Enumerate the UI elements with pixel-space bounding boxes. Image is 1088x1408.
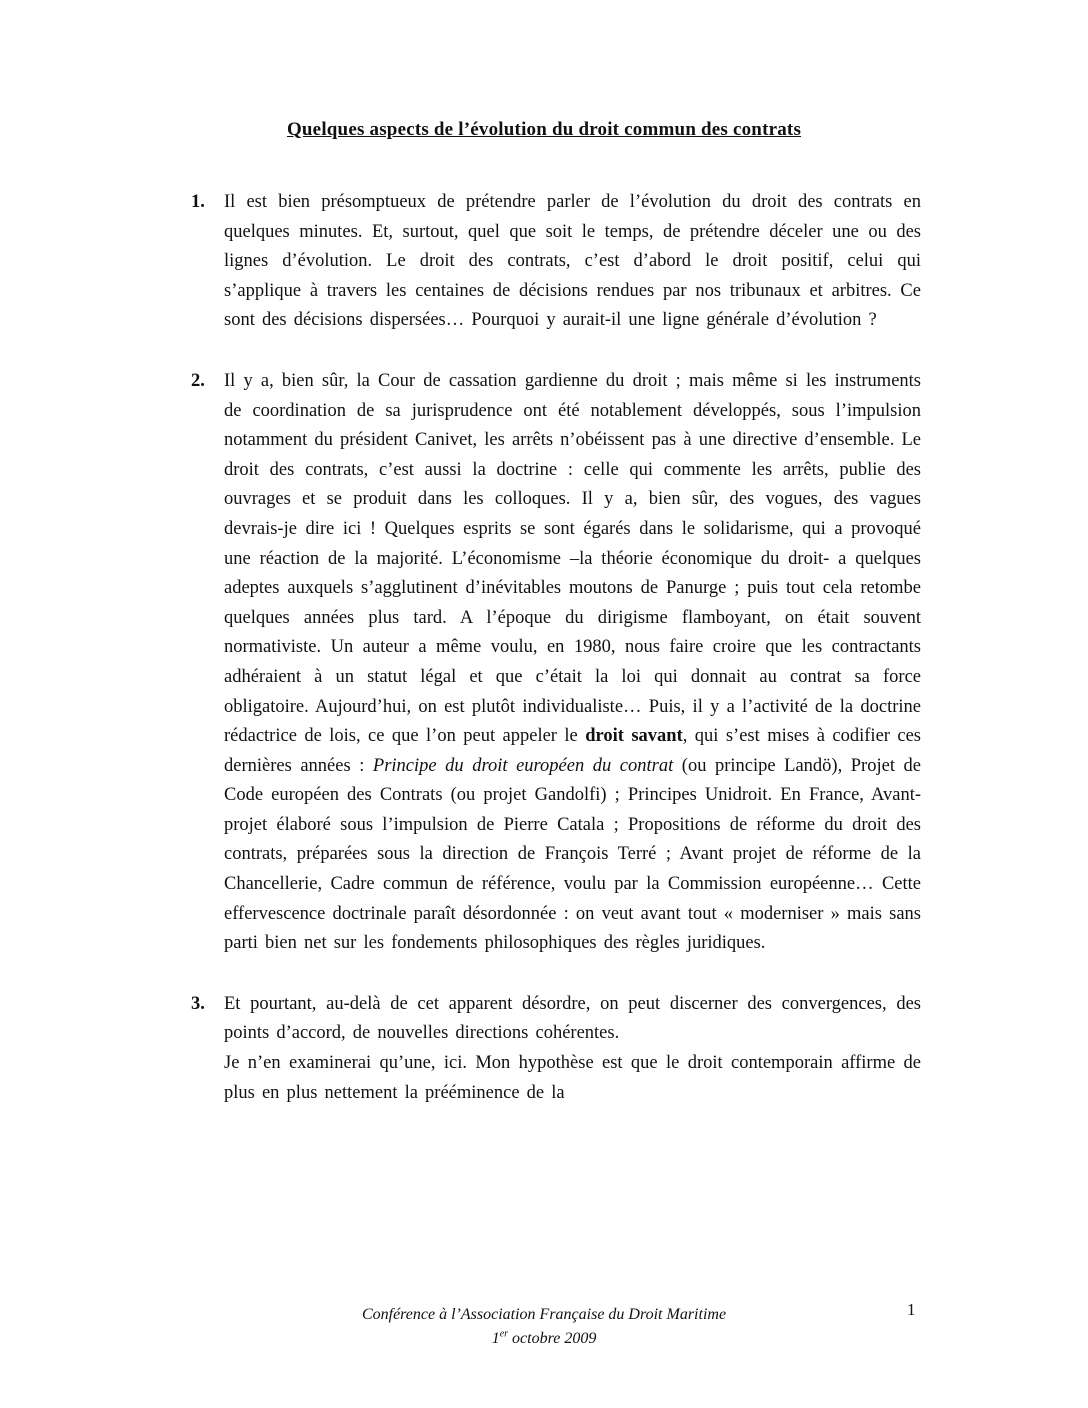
paragraph-text [224,188,921,336]
footer-date-rest: octobre 2009 [508,1330,597,1347]
text-segment: Et pourtant, au-delà de cet apparent désordre, on peut discerner des convergences, des points d’accord, de nouvelles directions cohérentes. [224,993,921,1044]
document-title: Quelques aspects de l’évolution du droit commun des contrats [286,119,802,140]
text-segment: , qui s’est mises à codifier ces dernières années : [224,726,921,776]
paragraph-text [224,367,921,959]
text-segment: Il est bien présomptueux de prétendre parler de l’évolution du droit des contrats en quelques minutes. Et, surtout, quel que soit le temps, de prétendre déceler une ou des lignes d’évolution. Le droit des contrats, c’est d’abord le droit positif, celui qui s’applique à travers les centaines de décisions rendues par nos tribunaux et arbitres. Ce sont des décisions dispersées… Pourquoi y aurait-il une ligne générale d’évolution ? [224,192,921,331]
footer-date-ordinal: er [499,1328,509,1340]
paragraph [191,188,921,336]
paragraph-list [191,188,921,1139]
footer-date-day: 1 [491,1330,500,1347]
paragraph-number: 1. [191,192,205,212]
footer-conference-line: Conférence à l’Association Française du Droit Maritime [361,1306,727,1323]
paragraph [191,367,921,959]
page-number: 1 [907,1300,916,1319]
paragraph-number: 3. [191,993,205,1014]
paragraph-text [224,990,921,1108]
text-segment: droit savant [585,726,683,747]
footer-date-line [0,1327,1088,1351]
page-footer [0,1303,1088,1351]
paragraph [191,990,921,1108]
text-segment: Principe du droit européen du contrat [372,755,674,776]
text-segment: Je n’en examinerai qu’une, ici. Mon hypothèse est que le droit contemporain affirme de plus en plus nettement la prééminence de la [224,1053,921,1103]
text-segment: Il y a, bien sûr, la Cour de cassation gardienne du droit ; mais même si les instruments de coordination de sa jurisprudence ont été notablement développés, sous l’impulsion notamment du président Canivet, les arrêts n’obéissent pas à une directive d’ensemble. Le droit des contrats, c’est aussi la doctrine : celle qui commente les arrêts, publie des ouvrages et se produit dans les colloques. Il y a, bien sûr, des vogues, des vagues devrais-je dire ici ! Quelques esprits se sont égarés dans le solidarisme, qui a provoqué une réaction de la majorité. L’économisme –la théorie économique du droit- a quelques adeptes auxquels s’agglutinent d’inévitables moutons de Panurge ; puis tout cela retombe quelques années plus tard. A l’époque du dirigisme flamboyant, on était souvent normativiste. Un auteur a même voulu, en 1980, nous faire croire que les contractants adhéraient à un statut légal et que c’était la loi qui donnait au contrat sa force obligatoire. Aujourd’hui, on est plutôt individualiste… Puis, il y a l’activité de la doctrine rédactrice de lois, ce que l’on peut appeler le [224,370,921,747]
text-segment: (ou principe Landö), Projet de Code européen des Contrats (ou projet Gandolfi) ; Principes Unidroit. En France, Avant-projet élaboré sous l’impulsion de Pierre Catala ; Propositions de réforme du droit des contrats, préparées sous la direction de François Terré ; Avant projet de réforme de la Chancellerie, Cadre commun de référence, voulu par la Commission européenne… Cette effervescence doctrinale paraît désordonnée : on veut avant tout « moderniser » mais sans parti bien net sur les fondements philosophiques des règles juridiques. [224,755,921,954]
paragraph-number: 2. [191,370,205,391]
